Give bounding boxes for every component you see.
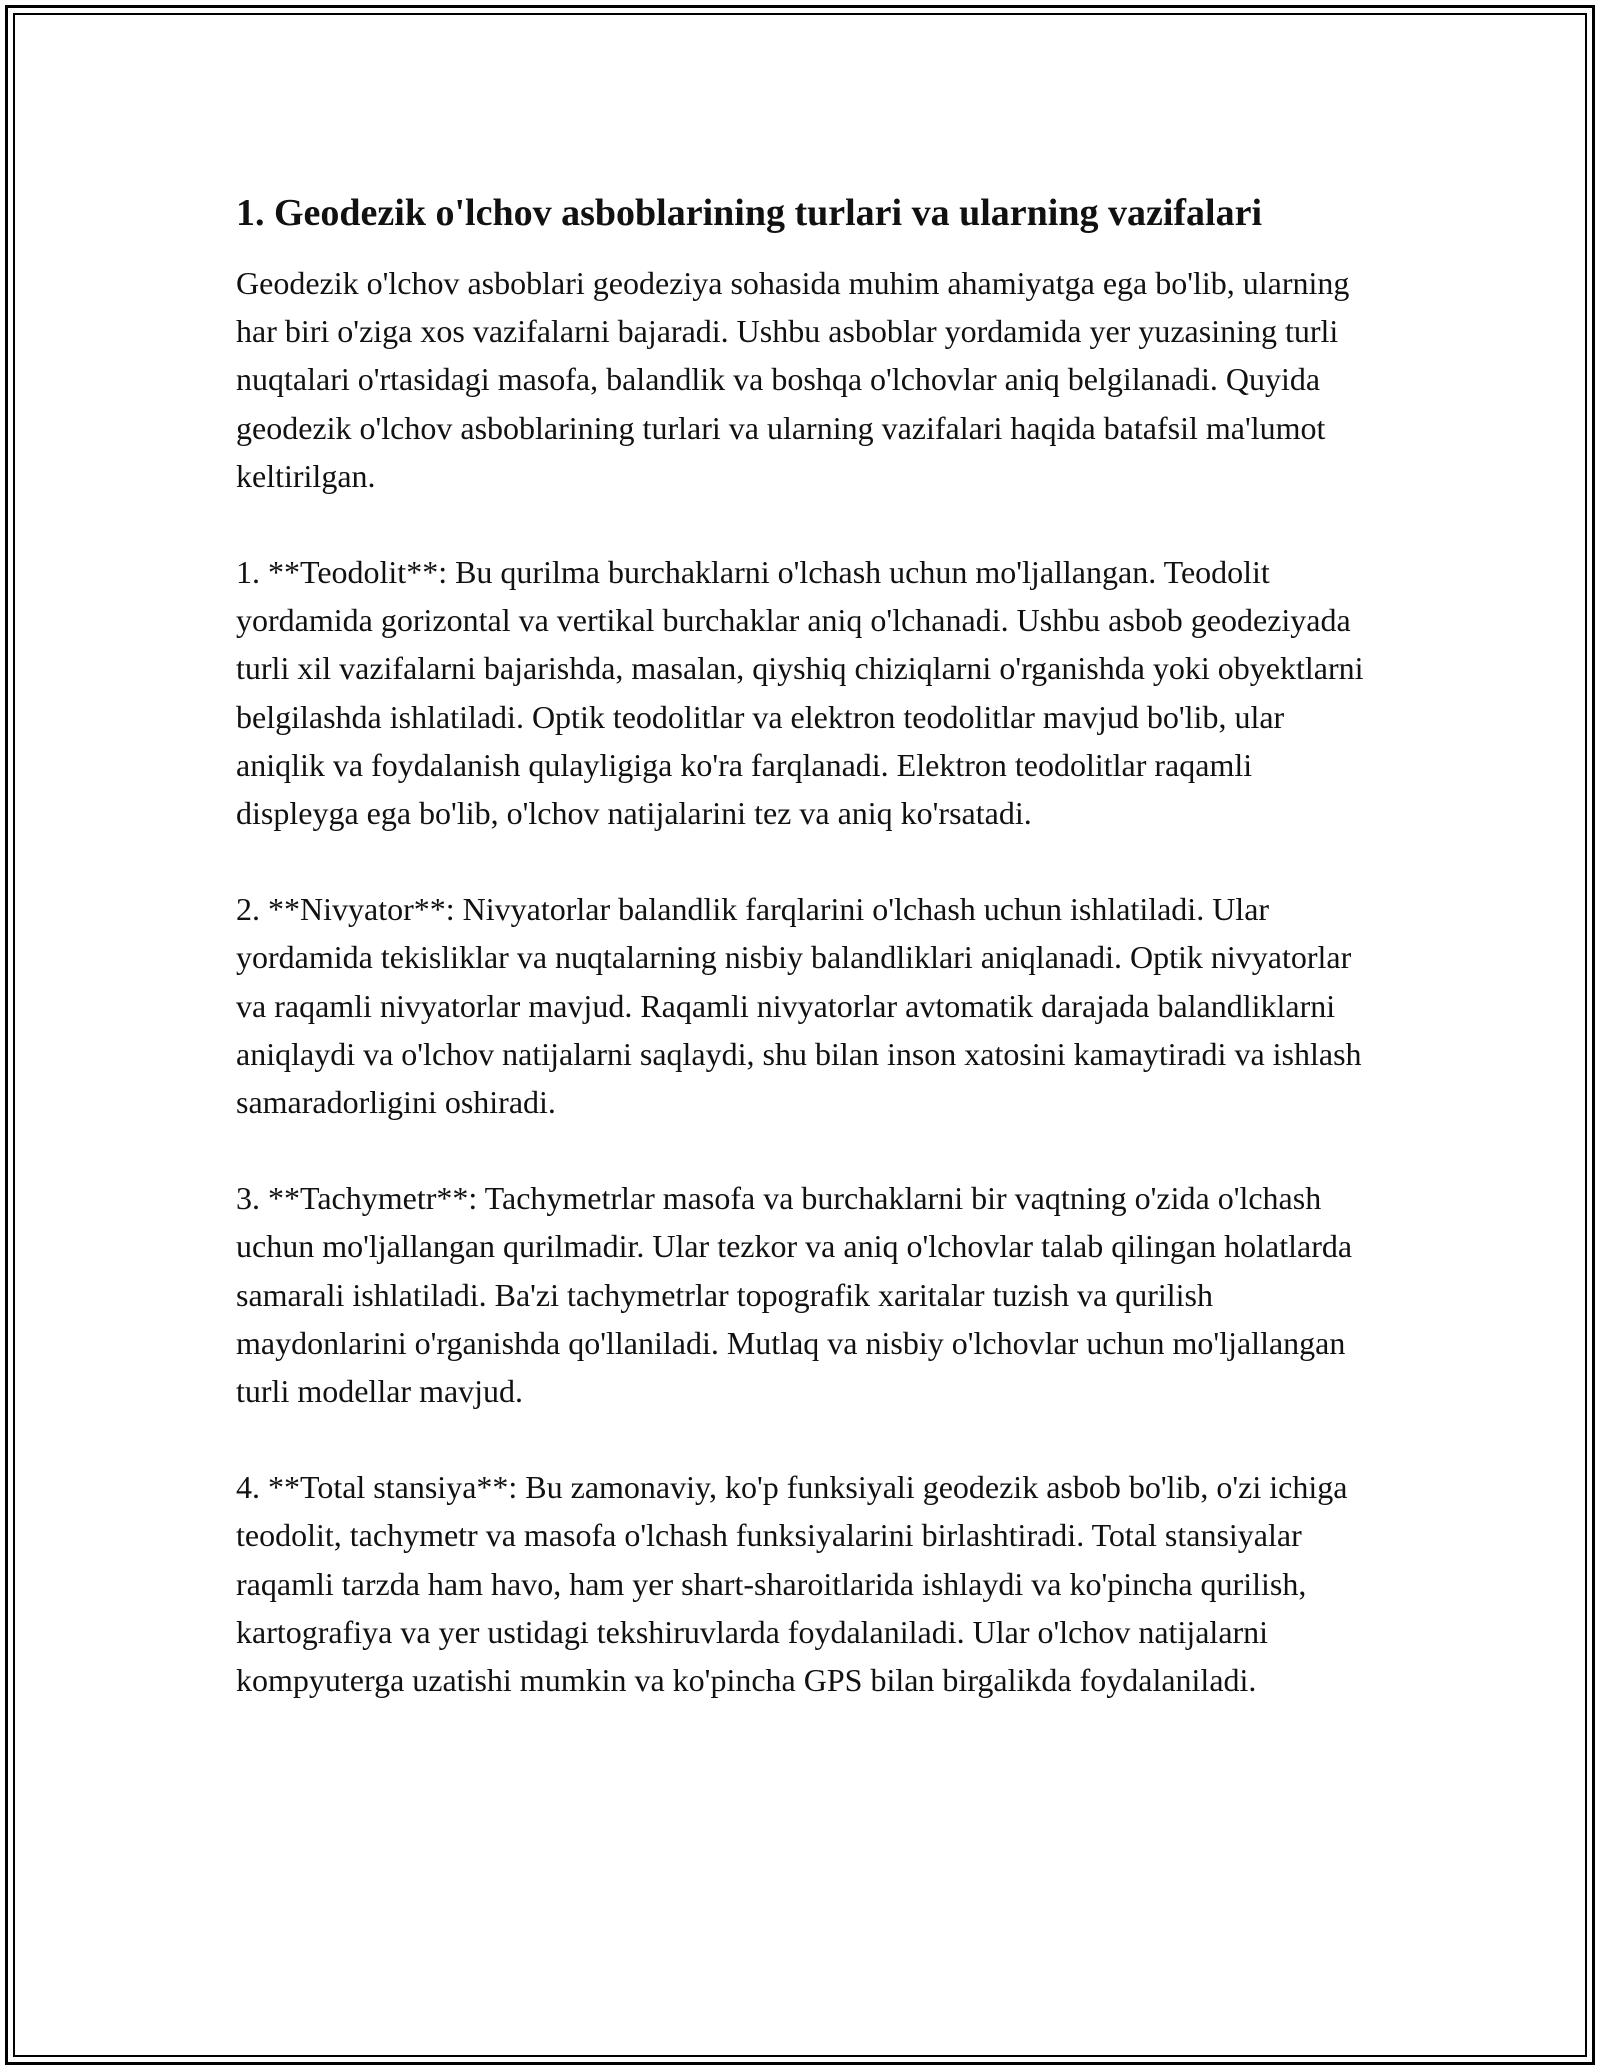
section-heading: 1. Geodezik o'lchov asboblarining turlari va ularning vazifalari	[236, 192, 1263, 234]
teodolit-paragraph: 1. **Teodolit**: Bu qurilma burchaklarni o'lchash uchun mo'ljallangan. Teodolit yordamida gorizontal va vertikal burchaklar aniq o'lchanadi. Ushbu asbob geodeziyada turli xil vazifalarni bajarishda, masalan, qiyshiq chiziqlarni o'rganishda yoki obyektlarni belgilashda ishlatiladi. Optik teodolitlar va elektron teodolitlar mavjud bo'lib, ular aniqlik va foydalanish qulayligiga ko'ra farqlanadi. Elektron teodolitlar raqamli displeyga ega bo'lib, o'lchov natijalarini tez va aniq ko'rsatadi.	[236, 554, 1364, 832]
tachymetr-paragraph: 3. **Tachymetr**: Tachymetrlar masofa va burchaklarni bir vaqtning o'zida o'lchash uchun mo'ljallangan qurilmadir. Ular tezkor va aniq o'lchovlar talab qilingan holatlarda samarali ishlatiladi. Ba'zi tachymetrlar topografik xaritalar tuzish va qurilish maydonlarini o'rganishda qo'llaniladi. Mutlaq va nisbiy o'lchovlar uchun mo'ljallangan turli modellar mavjud.	[236, 1180, 1353, 1410]
document-body	[236, 186, 1376, 1752]
nivyator-paragraph: 2. **Nivyator**: Nivyatorlar balandlik farqlarini o'lchash uchun ishlatiladi. Ular yordamida tekisliklar va nuqtalarning nisbiy balandliklari aniqlanadi. Optik nivyatorlar va raqamli nivyatorlar mavjud. Raqamli nivyatorlar avtomatik darajada balandliklarni aniqlaydi va o'lchov natijalarni saqlaydi, shu bilan inson xatosini kamaytiradi va ishlash samaradorligini oshiradi.	[236, 891, 1362, 1121]
total-stansiya-paragraph: 4. **Total stansiya**: Bu zamonaviy, ko'p funksiyali geodezik asbob bo'lib, o'zi ichiga teodolit, tachymetr va masofa o'lchash funksiyalarini birlashtiradi. Total stansiyalar raqamli tarzda ham havo, ham yer shart-sharoitlarida ishlaydi va ko'pincha qurilish, kartografiya va yer ustidagi tekshiruvlarda foydalaniladi. Ular o'lchov natijalarni kompyuterga uzatishi mumkin va ko'pincha GPS bilan birgalikda foydalaniladi.	[236, 1469, 1348, 1699]
intro-paragraph: Geodezik o'lchov asboblari geodeziya sohasida muhim ahamiyatga ega bo'lib, ularning har biri o'ziga xos vazifalarni bajaradi. Ushbu asboblar yordamida yer yuzasining turli nuqtalari o'rtasidagi masofa, balandlik va boshqa o'lchovlar aniq belgilanadi. Quyida geodezik o'lchov asboblarining turlari va ularning vazifalari haqida batafsil ma'lumot keltirilgan.	[236, 265, 1350, 494]
